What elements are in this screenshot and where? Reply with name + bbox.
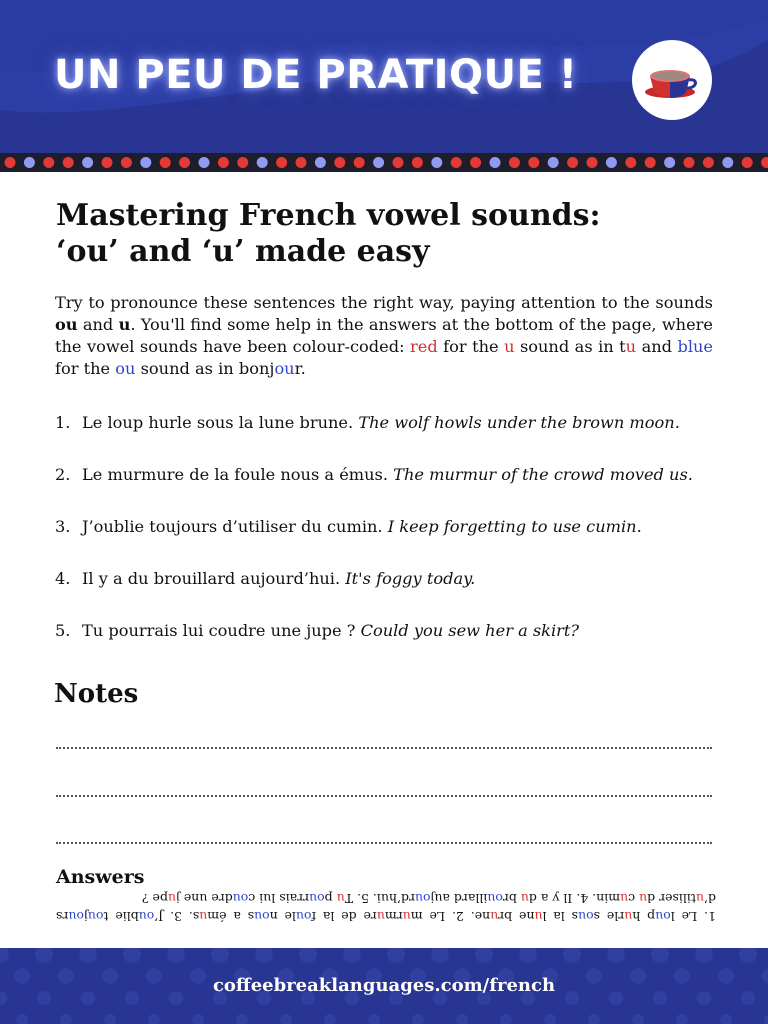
notes-heading: Notes	[54, 679, 139, 709]
red-color-key: red	[410, 337, 438, 356]
website-link[interactable]: coffeebreaklanguages.com/french	[212, 975, 556, 996]
intro-paragraph: Try to pronounce these sentences the right way, paying attention to the sounds ou and u. You'll find some help in the answers at the bottom of the page, where the vowel sounds have been colour-coded: red for the u sound as in tu and blue for the ou sound as in bonjour.	[55, 293, 714, 378]
coffee-cup-icon	[632, 40, 712, 120]
sentence-french: Tu pourrais lui coudre une jupe ?	[82, 621, 361, 640]
document-title-line-2: ‘ou’ and ‘u’ made easy	[56, 234, 430, 269]
list-item: 3. J’oublie toujours d’utiliser du cumin. I keep forgetting to use cumin.	[55, 517, 642, 536]
answers-heading: Answers	[56, 866, 145, 888]
document-title	[56, 198, 716, 270]
sentence-english: Could you sew her a skirt?	[360, 621, 580, 640]
practice-sentence-list	[55, 411, 735, 671]
sentence-english: It's foggy today.	[345, 569, 476, 588]
note-writing-line	[56, 747, 712, 749]
list-item: 1. Le loup hurle sous la lune brune. The wolf howls under the brown moon.	[55, 413, 680, 432]
page-banner-title: UN PEU DE PRATIQUE !	[54, 52, 578, 98]
upside-down-answers: 1. Le loup hurle sous la lune brune. 2. Le murmure de la foule nous a émus. 3. J’oublie toujours d’utiliser du cumin. 4. Il y a du brouillard aujourd’hui. 5. Tu pourrais lui coudre une jupe ?	[56, 891, 716, 924]
sentence-french: J’oublie toujours d’utiliser du cumin.	[82, 517, 388, 536]
sentence-french: Le murmure de la foule nous a émus.	[82, 465, 394, 484]
footer-banner	[0, 948, 768, 1024]
sentence-english: I keep forgetting to use cumin.	[387, 517, 642, 536]
sentence-english: The murmur of the crowd moved us.	[393, 465, 693, 484]
sentence-english: The wolf howls under the brown moon.	[358, 413, 680, 432]
blue-color-key: blue	[677, 337, 714, 356]
sentence-french: Il y a du brouillard aujourd’hui.	[82, 569, 346, 588]
list-item: 5. Tu pourrais lui coudre une jupe ? Could you sew her a skirt?	[55, 621, 580, 640]
decorative-dot-strip	[0, 153, 768, 172]
document-title-line-1: Mastering French vowel sounds:	[56, 198, 601, 233]
list-item: 4. Il y a du brouillard aujourd’hui. It's foggy today.	[55, 569, 476, 588]
list-item: 2. Le murmure de la foule nous a émus. The murmur of the crowd moved us.	[55, 465, 693, 484]
header-banner	[0, 0, 768, 153]
sentence-french: Le loup hurle sous la lune brune.	[82, 413, 359, 432]
note-writing-line	[56, 795, 712, 797]
note-writing-line	[56, 842, 712, 844]
